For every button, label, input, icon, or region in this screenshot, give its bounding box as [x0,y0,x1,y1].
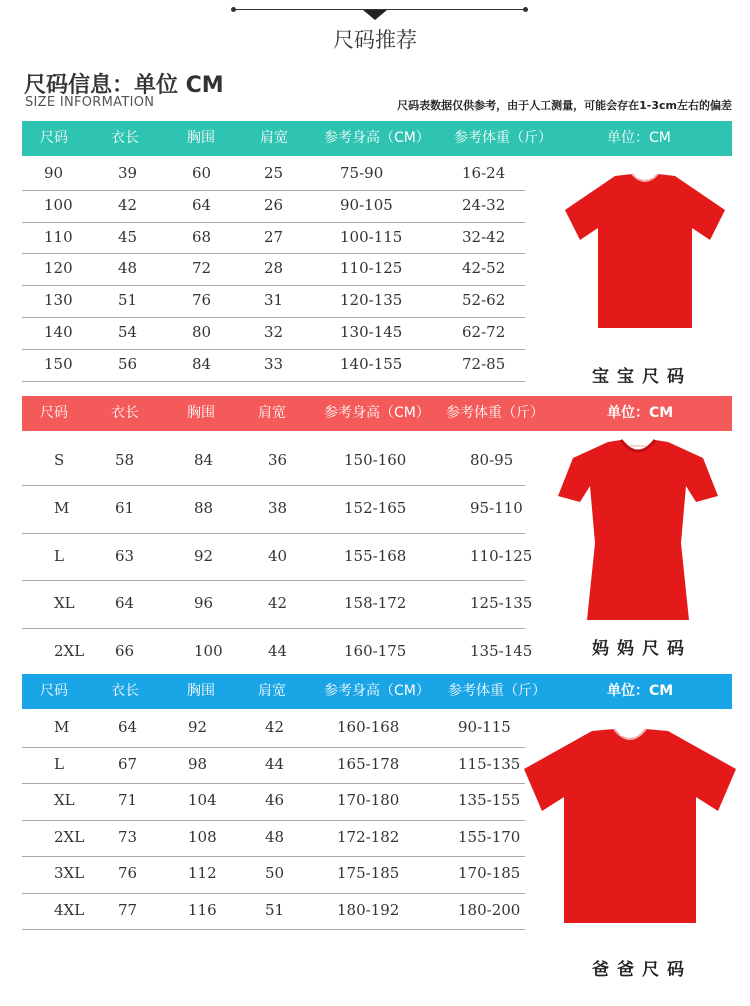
table-cell: 130 [44,291,73,310]
table-cell: 31 [264,291,284,310]
table-row [22,533,533,582]
table-cell: 108 [188,827,217,846]
table-cell: M [54,498,70,517]
table-cell: 130-145 [340,323,403,341]
table-cell: 160-175 [344,642,407,661]
table-row [22,437,525,486]
col-shoulder: 肩宽 [258,683,286,699]
table-cell: 16-24 [462,164,506,182]
table-row [22,158,525,191]
table-cell: 95-110 [470,498,523,517]
col-weight: 参考体重（斤） [446,405,544,421]
col-length: 衣长 [111,130,139,146]
table-cell: 100-115 [340,227,403,246]
kids-caption: 宝宝尺码 [592,367,692,387]
table-cell: 92 [194,546,214,565]
table-cell: 160-168 [337,718,400,736]
men-caption: 爸爸尺码 [592,960,692,980]
table-cell: 42 [265,718,285,736]
table-cell: 135-155 [458,791,521,809]
men-table-header [22,674,732,709]
table-cell: 72-85 [462,354,506,373]
table-cell: 100 [194,642,223,661]
table-cell: 135-145 [470,642,533,661]
table-cell: 68 [192,227,212,246]
col-length: 衣长 [111,683,139,699]
table-cell: 110-125 [470,546,533,565]
table-row [22,253,525,286]
table-cell: 48 [118,259,138,278]
table-cell: 33 [264,354,284,373]
table-cell: 64 [115,594,135,613]
table-cell: 76 [118,864,138,882]
table-cell: 104 [188,791,217,809]
table-cell: 90 [44,164,64,182]
table-cell: 52-62 [462,291,506,310]
table-cell: 72 [192,259,212,278]
table-cell: L [54,546,64,565]
col-weight: 参考体重（斤） [448,683,546,699]
table-cell: 36 [268,451,288,469]
table-cell: 170-180 [337,791,400,809]
table-cell: 170-185 [458,864,521,882]
table-cell: 45 [118,227,138,246]
col-size: 尺码 [40,405,68,421]
table-cell: 73 [118,827,138,846]
table-cell: 155-170 [458,827,521,846]
table-cell: 62-72 [462,323,506,341]
col-chest: 胸围 [187,130,215,146]
col-weight: 参考体重（斤） [454,130,552,146]
table-cell: 112 [188,864,217,882]
table-cell: 61 [115,498,135,517]
measurement-note: 尺码表数据仅供参考，由于人工测量，可能会存在1-3cm左右的偏差 [397,99,732,112]
table-cell: 92 [188,718,208,736]
table-cell: 165-178 [337,754,400,773]
table-row [22,485,525,534]
table-cell: 84 [192,354,212,373]
table-cell: 180-192 [337,900,400,919]
table-cell: 27 [264,227,284,246]
size-info-title: 尺码信息：单位 CM [24,73,224,98]
table-cell: 54 [118,323,138,341]
table-cell: 150-160 [344,451,407,469]
table-cell: 51 [265,900,285,919]
table-cell: S [54,451,65,469]
table-cell: 110-125 [340,259,403,278]
table-cell: 116 [188,900,217,919]
table-row [22,856,525,894]
table-cell: 76 [192,291,212,310]
table-cell: 42 [268,594,288,613]
table-cell: 84 [194,451,214,469]
table-cell: 98 [188,754,208,773]
table-row [22,820,525,858]
table-cell: 24-32 [462,195,506,214]
table-cell: 2XL [54,642,85,661]
table-cell: 80-95 [470,451,514,469]
table-cell: 58 [115,451,135,469]
table-cell: 64 [192,195,212,214]
women-tshirt-image [553,438,723,623]
women-table-header [22,396,732,431]
table-cell: 158-172 [344,594,407,613]
col-unit: 单位：CM [607,405,674,421]
col-size: 尺码 [40,683,68,699]
table-cell: 63 [115,546,135,565]
table-cell: 180-200 [458,900,521,919]
table-cell: XL [54,594,75,613]
page-title: 尺码推荐 [333,28,417,52]
triangle-down-icon [363,10,387,20]
col-height: 参考身高（CM） [324,405,430,421]
table-cell: 140 [44,323,73,341]
table-cell: 175-185 [337,864,400,882]
table-cell: 66 [115,642,135,661]
table-cell: 115-135 [458,754,521,773]
table-row [22,893,525,931]
kids-tshirt-image [560,170,730,335]
table-cell: 90-105 [340,195,393,214]
women-caption: 妈妈尺码 [592,639,692,659]
table-row [22,349,525,382]
table-cell: 80 [192,323,212,341]
table-cell: 26 [264,195,284,214]
table-cell: 48 [265,827,285,846]
table-cell: 60 [192,164,212,182]
col-unit: 单位：CM [607,683,674,699]
table-cell: 110 [44,227,73,246]
table-cell: 3XL [54,864,85,882]
table-cell: 25 [264,164,284,182]
col-chest: 胸围 [187,683,215,699]
divider-dot-right [523,7,528,12]
table-cell: 125-135 [470,594,533,613]
table-cell: 44 [265,754,285,773]
table-cell: 155-168 [344,546,407,565]
table-cell: 38 [268,498,288,517]
table-cell: 50 [265,864,285,882]
table-cell: 4XL [54,900,85,919]
col-chest: 胸围 [187,405,215,421]
col-length: 衣长 [111,405,139,421]
table-cell: 56 [118,354,138,373]
col-shoulder: 肩宽 [258,405,286,421]
table-cell: 120-135 [340,291,403,310]
table-cell: XL [54,791,75,809]
kids-table-header [22,121,732,156]
table-row [22,580,533,629]
table-cell: 64 [118,718,138,736]
table-cell: 77 [118,900,138,919]
col-unit: 单位：CM [607,130,671,146]
table-cell: 32 [264,323,284,341]
table-cell: 75-90 [340,164,384,182]
table-cell: 120 [44,259,73,278]
table-cell: L [54,754,64,773]
table-cell: M [54,718,70,736]
divider-dot-left [231,7,236,12]
table-cell: 40 [268,546,288,565]
col-height: 参考身高（CM） [324,683,430,699]
table-cell: 2XL [54,827,85,846]
col-size: 尺码 [40,130,68,146]
table-cell: 39 [118,164,138,182]
table-cell: 42 [118,195,138,214]
size-info-subtitle: SIZE INFORMATION [25,95,155,110]
table-cell: 28 [264,259,284,278]
table-cell: 150 [44,354,73,373]
col-height: 参考身高（CM） [324,130,430,146]
table-cell: 51 [118,291,138,310]
table-cell: 42-52 [462,259,506,278]
table-cell: 67 [118,754,138,773]
table-cell: 96 [194,594,214,613]
table-row [22,285,525,318]
table-row [22,747,525,785]
table-cell: 140-155 [340,354,403,373]
table-cell: 172-182 [337,827,400,846]
table-cell: 152-165 [344,498,407,517]
table-row [22,190,525,223]
table-cell: 32-42 [462,227,506,246]
table-cell: 100 [44,195,73,214]
table-row [22,783,525,821]
table-row [22,628,533,677]
col-shoulder: 肩宽 [260,130,288,146]
men-tshirt-image [522,727,738,925]
table-cell: 71 [118,791,138,809]
table-row [22,222,525,255]
table-cell: 88 [194,498,214,517]
table-cell: 44 [268,642,288,661]
table-row [22,710,525,748]
table-row [22,317,525,350]
table-cell: 46 [265,791,285,809]
table-cell: 90-115 [458,718,511,736]
